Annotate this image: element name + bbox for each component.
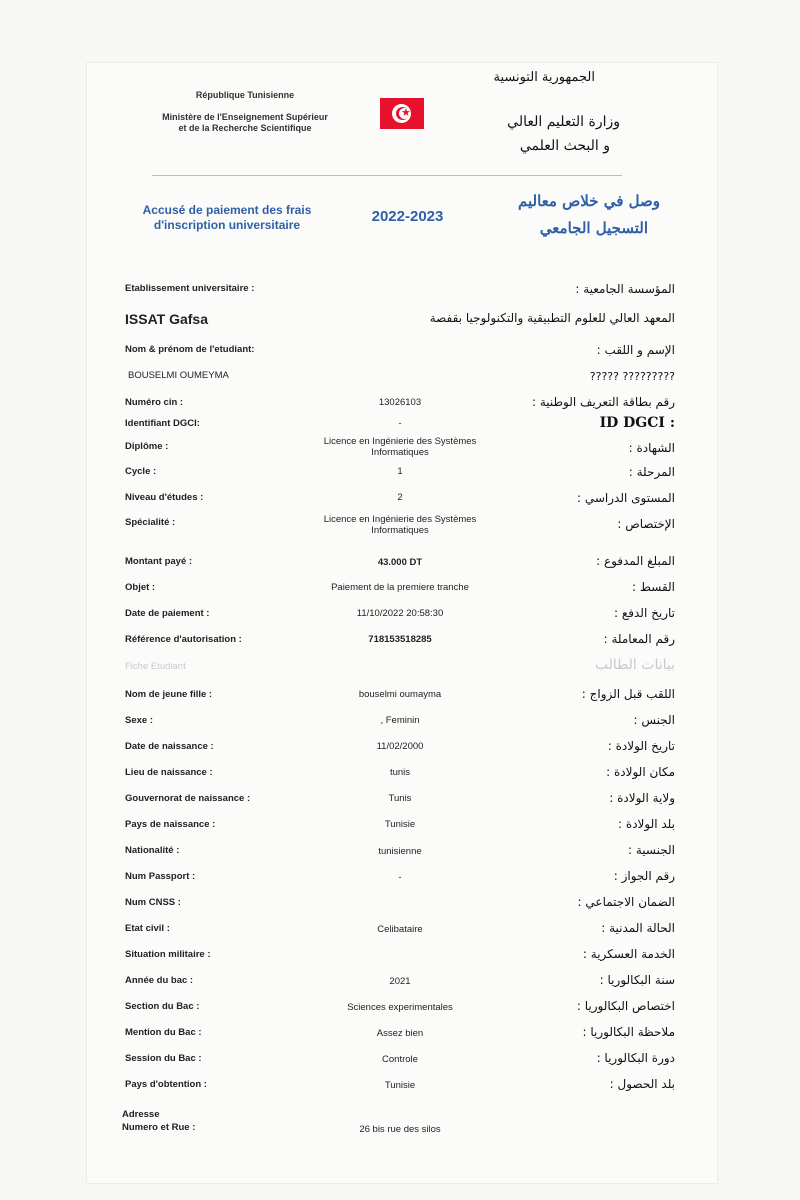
row-label-ar: القسط : <box>631 580 675 594</box>
establishment-value-ar: المعهد العالي للعلوم التطبيقية والتكنولوجيا بقفصة <box>429 311 675 325</box>
row-label-fr: Cycle : <box>125 466 157 477</box>
address-label: Numero et Rue : <box>122 1122 196 1133</box>
detail-label-ar: الحالة المدنية : <box>601 921 675 935</box>
detail-label-ar: اختصاص البكالوريا : <box>576 999 675 1013</box>
title-ar-line2: التسجيل الجامعي <box>539 219 648 237</box>
detail-label-fr: Nationalité : <box>125 845 180 856</box>
ministry-fr-line2: et de la Recherche Scientifique <box>178 123 312 133</box>
row-label-fr: Montant payé : <box>125 556 193 567</box>
row-label-fr: Spécialité : <box>125 517 176 528</box>
row-label-fr: Identifiant DGCI: <box>125 418 200 429</box>
detail-value: , Feminin <box>380 715 420 726</box>
detail-value: tunisienne <box>378 846 422 857</box>
detail-value: Sciences experimentales <box>347 1002 453 1013</box>
row-value: Paiement de la premiere tranche <box>331 582 469 593</box>
student-label-ar: الإسم و اللقب : <box>596 343 675 357</box>
detail-label-fr: Situation militaire : <box>125 949 211 960</box>
detail-label-fr: Etat civil : <box>125 923 170 934</box>
row-label-ar: الإختصاص : <box>617 517 675 531</box>
republic-ar: الجمهورية التونسية <box>493 70 595 85</box>
row-value: 11/10/2022 20:58:30 <box>356 608 444 619</box>
student-value-fr: BOUSELMI OUMEYMA <box>128 370 229 381</box>
title-fr-line1: Accusé de paiement des frais <box>142 203 312 217</box>
detail-label-ar: الخدمة العسكرية : <box>582 947 675 961</box>
detail-value: Tunisie <box>384 819 416 830</box>
ministry-ar-line2: و البحث العلمي <box>519 138 610 154</box>
detail-label-fr: Section du Bac : <box>125 1001 200 1012</box>
detail-label-fr: Année du bac : <box>125 975 194 986</box>
row-label-ar: : ID DGCI <box>599 415 675 431</box>
row-value: 1 <box>397 466 403 477</box>
row-value: Licence en Ingénierie des Systèmes Informatiques <box>323 436 477 458</box>
row-value: - <box>398 418 402 429</box>
detail-label-ar: ولاية الولادة : <box>609 791 675 805</box>
detail-label-ar: الجنسية : <box>628 843 675 857</box>
establishment-value-fr: ISSAT Gafsa <box>125 311 208 327</box>
detail-value: Controle <box>382 1054 418 1065</box>
detail-label-fr: Date de naissance : <box>125 741 214 752</box>
row-label-ar: المستوى الدراسي : <box>577 491 675 505</box>
address-value: 26 bis rue des silos <box>359 1124 441 1135</box>
row-label-ar: رقم المعاملة : <box>603 632 675 646</box>
detail-value: 11/02/2000 <box>376 741 424 752</box>
detail-label-fr: Session du Bac : <box>125 1053 202 1064</box>
detail-label-fr: Pays de naissance : <box>125 819 216 830</box>
establishment-label-fr: Etablissement universitaire : <box>125 283 255 294</box>
detail-label-fr: Mention du Bac : <box>125 1027 202 1038</box>
detail-value: Assez bien <box>376 1028 424 1039</box>
row-label-fr: Niveau d'études : <box>125 492 204 503</box>
detail-label-ar: تاريخ الولادة : <box>607 739 675 753</box>
detail-label-ar: ملاحظة البكالوريا : <box>582 1025 675 1039</box>
student-value-ar: ????????? ????? <box>589 370 675 383</box>
row-value: 13026103 <box>378 397 422 408</box>
ministry-fr-line1: Ministère de l'Enseignement Supérieur <box>162 112 328 122</box>
detail-label-fr: Num Passport : <box>125 871 196 882</box>
establishment-label-ar: المؤسسة الجامعية : <box>575 282 675 296</box>
detail-label-ar: دورة البكالوريا : <box>596 1051 675 1065</box>
row-label-ar: المبلغ المدفوع : <box>596 554 675 568</box>
detail-label-fr: Pays d'obtention : <box>125 1079 207 1090</box>
detail-label-fr: Lieu de naissance : <box>125 767 213 778</box>
row-label-fr: Diplôme : <box>125 441 169 452</box>
tunisia-flag-icon: ★ <box>380 98 424 129</box>
row-label-ar: رقم بطاقة التعريف الوطنية : <box>531 395 675 409</box>
row-value: 43.000 DT <box>377 557 423 568</box>
row-label-ar: المرحلة : <box>628 465 675 479</box>
detail-label-fr: Sexe : <box>125 715 153 726</box>
row-label-fr: Numéro cin : <box>125 397 184 408</box>
detail-value: 2021 <box>389 976 411 987</box>
detail-label-ar: الجنس : <box>633 713 675 727</box>
title-ar-line1: وصل في خلاص معاليم <box>518 192 660 210</box>
detail-label-ar: الضمان الاجتماعي : <box>577 895 675 909</box>
ministry-ar-line1: وزارة التعليم العالي <box>507 114 620 130</box>
detail-value: - <box>398 872 402 883</box>
detail-label-fr: Num CNSS : <box>125 897 181 908</box>
student-label-fr: Nom & prénom de l'etudiant: <box>125 344 255 355</box>
row-label-fr: Date de paiement : <box>125 608 210 619</box>
row-value: 718153518285 <box>368 634 432 645</box>
detail-label-ar: سنة البكالوريا : <box>599 973 675 987</box>
row-label-fr: Objet : <box>125 582 156 593</box>
section-title-fr: Fiche Etudiant <box>125 661 186 672</box>
detail-value: Tunis <box>388 793 412 804</box>
row-label-fr: Référence d'autorisation : <box>125 634 242 645</box>
detail-value: Celibataire <box>377 924 423 935</box>
header-divider <box>152 175 622 176</box>
address-heading: Adresse <box>122 1109 160 1120</box>
detail-label-ar: بلد الولادة : <box>618 817 675 831</box>
detail-label-ar: رقم الجواز : <box>613 869 675 883</box>
row-value: 2 <box>397 492 403 503</box>
detail-label-ar: اللقب قبل الزواج : <box>581 687 675 701</box>
title-fr-line2: d'inscription universitaire <box>153 218 301 232</box>
row-label-ar: تاريخ الدفع : <box>614 606 675 620</box>
academic-year: 2022-2023 <box>371 208 444 225</box>
detail-label-ar: مكان الولادة : <box>606 765 675 779</box>
detail-value: Tunisie <box>384 1080 416 1091</box>
detail-label-fr: Nom de jeune fille : <box>125 689 213 700</box>
row-value: Licence en Ingénierie des Systèmes Informatiques <box>323 514 477 536</box>
republic-fr: République Tunisienne <box>195 90 295 100</box>
section-title-ar: بيانات الطالب <box>594 657 675 673</box>
detail-value: tunis <box>389 767 411 778</box>
row-label-ar: الشهادة : <box>628 441 675 455</box>
detail-label-ar: بلد الحصول : <box>609 1077 675 1091</box>
detail-label-fr: Gouvernorat de naissance : <box>125 793 251 804</box>
detail-value: bouselmi oumayma <box>358 689 442 700</box>
